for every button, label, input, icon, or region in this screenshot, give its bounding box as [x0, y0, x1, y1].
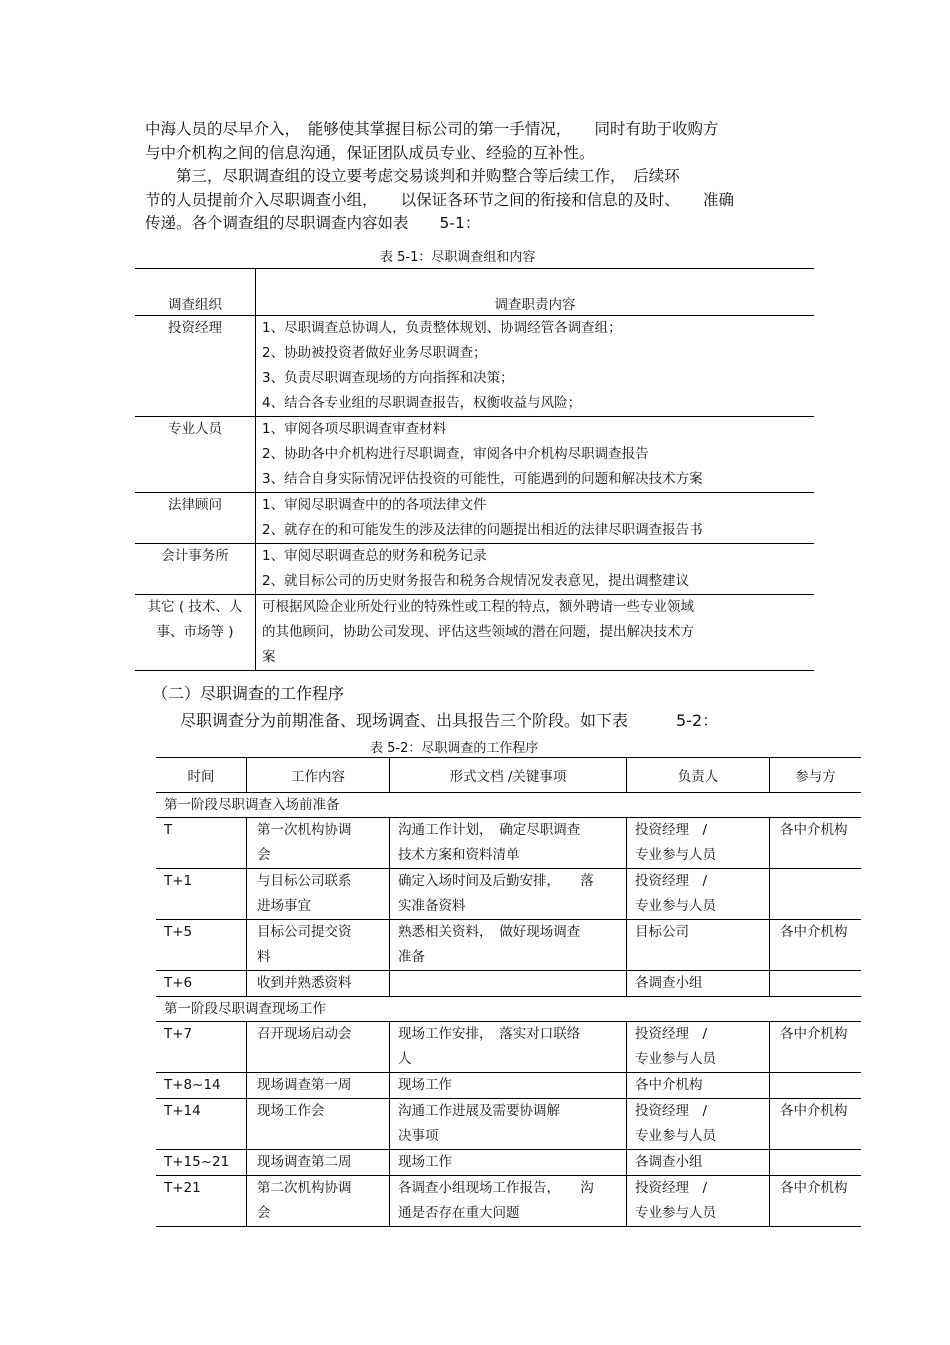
form-cell: 技术方案和资料清单 — [398, 847, 520, 863]
work-cell: 现场调查第一周 — [257, 1077, 352, 1093]
duties-cell — [256, 316, 815, 417]
time-cell: T+6 — [164, 975, 193, 991]
duty-item: 3、负责尽职调查现场的方向指挥和决策； — [262, 370, 514, 386]
stage-title: 第一阶段尽职调查入场前准备 — [156, 793, 861, 818]
work-cell: 现场调查第二周 — [257, 1154, 352, 1170]
form-cell: 现场工作安排， 落实对口联络 — [398, 1026, 581, 1042]
form-cell: 沟通工作计划， 确定尽职调查 — [398, 822, 581, 838]
table-row — [156, 1099, 861, 1150]
party-cell: 各中介机构 — [780, 1026, 848, 1042]
work-cell: 进场事宜 — [257, 898, 311, 914]
org-cell — [135, 417, 256, 493]
party-cell: 各中介机构 — [780, 1180, 848, 1196]
owner-cell: 各调查小组 — [635, 975, 703, 991]
org-name: 法律顾问 — [168, 497, 222, 513]
owner-cell: 投资经理 / — [635, 822, 708, 838]
owner-cell: 投资经理 / — [635, 1103, 708, 1119]
intro-paragraph — [145, 118, 815, 236]
duties-cell — [256, 493, 815, 544]
table-row — [156, 1150, 861, 1176]
table-row — [156, 818, 861, 869]
form-cell: 熟悉相关资料， 做好现场调查 — [398, 924, 581, 940]
intro-line: 中海人员的尽早介入， 能够使其掌握目标公司的第一手情况， 同时有助于收购方 — [145, 120, 719, 138]
time-cell: T+7 — [164, 1026, 193, 1042]
duty-item: 1、审阅尽职调查总的财务和税务记录 — [262, 548, 487, 564]
work-cell: 第二次机构协调 — [257, 1180, 352, 1196]
owner-cell: 各中介机构 — [635, 1077, 703, 1093]
table-row — [156, 1176, 861, 1227]
form-cell: 准备 — [398, 949, 425, 965]
work-cell: 与目标公司联系 — [257, 873, 352, 889]
owner-cell: 专业参与人员 — [635, 898, 716, 914]
owner-cell: 专业参与人员 — [635, 1051, 716, 1067]
owner-cell: 投资经理 / — [635, 1026, 708, 1042]
org-cell — [135, 544, 256, 595]
header-party: 参与方 — [770, 758, 862, 793]
owner-cell: 专业参与人员 — [635, 1128, 716, 1144]
stage-title: 第一阶段尽职调查现场工作 — [156, 997, 861, 1022]
work-cell: 第一次机构协调 — [257, 822, 352, 838]
duty-item: 1、尽职调查总协调人，负责整体规划、协调经管各调查组； — [262, 320, 622, 336]
table-row — [156, 971, 861, 997]
intro-line: 传递。各个调查组的尽职调查内容如表 5-1： — [145, 214, 481, 232]
header-form: 形式文档 /关键事项 — [390, 758, 627, 793]
duty-item: 案 — [262, 649, 276, 665]
table-row — [135, 544, 814, 595]
table-row — [156, 920, 861, 971]
stage-row — [156, 793, 861, 818]
org-cell — [135, 493, 256, 544]
form-cell: 现场工作 — [398, 1154, 452, 1170]
org-name: 会计事务所 — [161, 548, 229, 564]
table-row — [156, 869, 861, 920]
form-cell-empty — [390, 971, 627, 997]
work-cell: 收到并熟悉资料 — [257, 975, 352, 991]
party-cell: 各中介机构 — [780, 1103, 848, 1119]
form-cell: 实准备资料 — [398, 898, 466, 914]
work-cell: 目标公司提交资 — [257, 924, 352, 940]
owner-cell: 投资经理 / — [635, 873, 708, 889]
time-cell: T+5 — [164, 924, 193, 940]
form-cell: 通是否存在重大问题 — [398, 1205, 520, 1221]
work-cell: 料 — [257, 949, 271, 965]
party-cell: 各中介机构 — [780, 822, 848, 838]
org-name: 投资经理 — [168, 320, 222, 336]
form-cell: 现场工作 — [398, 1077, 452, 1093]
time-cell: T+21 — [164, 1180, 201, 1196]
form-cell: 决事项 — [398, 1128, 439, 1144]
duty-item: 2、协助各中介机构进行尽职调查，审阅各中介机构尽职调查报告 — [262, 446, 649, 462]
work-cell: 会 — [257, 1205, 271, 1221]
table2-caption: 表 5-2：尽职调查的工作程序 — [370, 741, 539, 756]
duty-item: 2、协助被投资者做好业务尽职调查； — [262, 345, 487, 361]
owner-cell: 目标公司 — [635, 924, 689, 940]
owner-cell: 专业参与人员 — [635, 1205, 716, 1221]
form-cell: 沟通工作进展及需要协调解 — [398, 1103, 560, 1119]
duty-item: 2、就目标公司的历史财务报告和税务合规情况发表意见，提出调整建议 — [262, 573, 690, 589]
work-cell: 召开现场启动会 — [257, 1026, 352, 1042]
intro-line: 与中介机构之间的信息沟通，保证团队成员专业、经验的互补性。 — [145, 143, 595, 162]
stage-row — [156, 997, 861, 1022]
duties-cell — [256, 417, 815, 493]
org-cell — [135, 595, 256, 671]
duty-item: 1、审阅尽职调查中的的各项法律文件 — [262, 497, 487, 513]
duties-cell — [256, 595, 815, 671]
duty-item: 的其他顾问，协助公司发现、评估这些领域的潜在问题，提出解决技术方 — [262, 624, 694, 640]
table1-caption: 表 5-1：尽职调查组和内容 — [380, 250, 536, 265]
owner-cell: 各调查小组 — [635, 1154, 703, 1170]
time-cell: T+15~21 — [164, 1154, 230, 1170]
duty-item: 4、结合各专业组的尽职调查报告，权衡收益与风险； — [262, 395, 582, 411]
header-duties: 调查职责内容 — [494, 297, 576, 313]
org-cell — [135, 316, 256, 417]
intro-line: 节的人员提前介入尽职调查小组， 以保证各环节之间的衔接和信息的及时、 准确 — [145, 190, 735, 209]
section-heading: （二）尽职调查的工作程序 — [152, 684, 345, 703]
org-name: 其它 ( 技术、人 — [147, 599, 243, 615]
form-cell: 各调查小组现场工作报告， 沟 — [398, 1180, 594, 1196]
duty-item: 可根据风险企业所处行业的特殊性或工程的特点，额外聘请一些专业领域 — [262, 599, 694, 615]
header-org: 调查组织 — [135, 269, 256, 316]
form-cell: 确定入场时间及后勤安排， 落 — [398, 873, 594, 889]
table-work-procedure — [156, 757, 861, 1227]
duty-item: 3、结合自身实际情况评估投资的可能性，可能遇到的问题和解决技术方案 — [262, 471, 703, 487]
header-owner: 负责人 — [627, 758, 770, 793]
intro-line: 第三，尽职调查组的设立要考虑交易谈判和并购整合等后续工作， 后续环 — [145, 167, 680, 185]
table-row — [156, 1073, 861, 1099]
org-name: 专业人员 — [168, 421, 222, 437]
work-cell: 会 — [257, 847, 271, 863]
table-investigation-groups — [135, 268, 814, 671]
table-row — [135, 595, 814, 671]
table-header-row — [135, 269, 814, 316]
table-row — [135, 493, 814, 544]
duty-item: 1、审阅各项尽职调查审查材料 — [262, 421, 447, 437]
time-cell: T — [164, 822, 173, 838]
table-header-row — [156, 758, 861, 793]
table-row — [135, 316, 814, 417]
org-name: 事、市场等 ) — [156, 624, 234, 640]
duties-cell — [256, 544, 815, 595]
form-cell: 人 — [398, 1051, 412, 1067]
owner-cell: 投资经理 / — [635, 1180, 708, 1196]
table-row — [156, 1022, 861, 1073]
work-cell: 现场工作会 — [257, 1103, 325, 1119]
party-cell: 各中介机构 — [780, 924, 848, 940]
section-paragraph: 尽职调查分为前期准备、现场调查、出具报告三个阶段。如下表 5-2： — [180, 711, 719, 730]
header-work: 工作内容 — [247, 758, 390, 793]
header-time: 时间 — [156, 758, 247, 793]
time-cell: T+8~14 — [164, 1077, 221, 1093]
owner-cell: 专业参与人员 — [635, 847, 716, 863]
table-row — [135, 417, 814, 493]
duty-item: 2、就存在的和可能发生的涉及法律的问题提出相近的法律尽职调查报告书 — [262, 522, 703, 538]
time-cell: T+14 — [164, 1103, 201, 1119]
time-cell: T+1 — [164, 873, 193, 889]
